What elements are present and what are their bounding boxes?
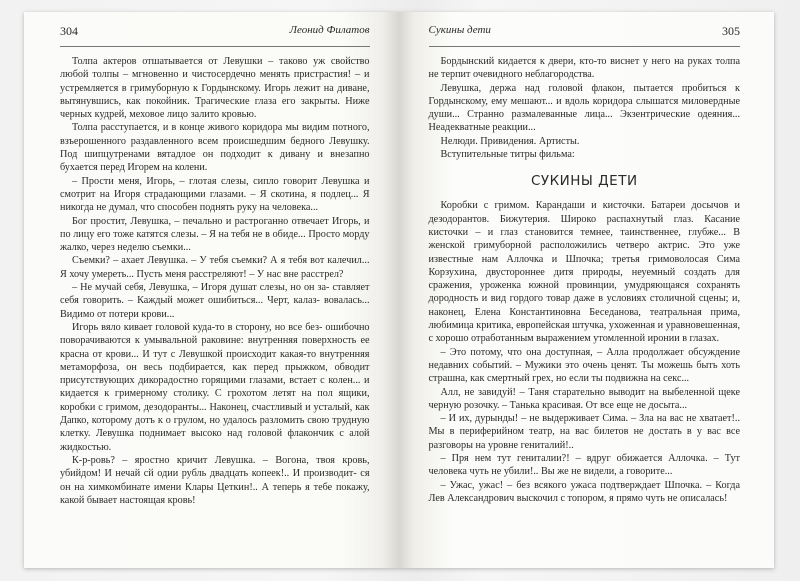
right-page <box>399 12 775 568</box>
left-page <box>24 12 399 568</box>
paragraph: Толпа расступается, и в конце живого коридора мы видим потного, взъерошенного раздавленного всем происшедшим бедного Левушку. Под шипцутренами вятадлое он подходит к дивану и внезапно бухается перед Игорем на колени. <box>60 122 370 174</box>
paragraph: Толпа актеров отшатывается от Левушки – таково уж свойство любой толпы – мгновенно и чистосердечно менять пристрастия! – и устремляется в гримуборную к Гордынскому. Игорь лежит на диване, вытянувшись, как покойник. Трагические глаза его закрыты. Ниже черных кудрей, меховое лицо залито кровью. <box>60 56 370 121</box>
paragraph: – Прости меня, Игорь, – глотая слезы, сипло говорит Левушка и смотрит на Игоря страдающими глазами. – Я скотина, я подлец... Я никогда не думал, что способен поднять руку на человека... <box>60 175 370 214</box>
right-body-text-bottom <box>429 199 741 505</box>
right-body-text-top <box>429 55 741 161</box>
left-body-text <box>60 55 370 507</box>
paragraph: – Это потому, что она доступная, – Алла продолжает обсуждение недавних событий. – Мужики это очень ценят. Ты можешь быть хоть страшна, как смертный грех, но если ты подвижна на секс... <box>428 346 740 385</box>
chapter-title: СУКИНЫ ДЕТИ <box>530 173 638 190</box>
paragraph: – Ужас, ужас! – без всякого ужаса подтверждает Шпочка. – Когда Лев Александрович выскочил с топором, я прямо чуть не описалась! <box>428 479 740 504</box>
paragraph: Нелюди. Привидения. Артисты. <box>440 135 580 147</box>
left-head-rule <box>60 46 370 47</box>
paragraph: – Пря нем тут гениталии?! – вдруг обижается Аллочка. – Тут человека чуть не убили!.. Вы же не видели, а говорите... <box>428 453 740 478</box>
paragraph: Вступительные титры фильма: <box>440 149 575 161</box>
paragraph: – Не мучай себя, Левушка, – Игоря душат слезы, но он за- ставляет себя говорить. – Каждый может ошибиться... Черт, калаз- вовалась... Видимо от потери крови... <box>60 282 370 320</box>
right-page-number: 305 <box>722 24 740 38</box>
paragraph: Алл, не завидуй! – Таня старательно выводит на выбеленной щеке черную розочку. – Танька красивая. От все еще не досыта... <box>428 386 740 411</box>
paragraph: К-р-ровь? – яростно кричит Левушка. – Вогона, твоя кровь, убийдом! И нечай сй одии рубль двадцать копеек!.. И производит- ся он на химкомбинате имени Клары Цеткин!.. А теперь я тебе покажу, какой бывает настоящая кровь! <box>60 454 370 506</box>
right-running-head <box>429 24 741 46</box>
left-running-title: Леонид Филатов <box>289 24 370 36</box>
paragraph: Левушка, держа над головой флакон, пытается пробиться к Гордынскому, ему мешают... и вдоль коридора слышатся миловердные души... Странно размалеванные лица... Экзентрические одеяния... Неадекватные реакции... <box>428 82 740 134</box>
right-head-rule <box>429 46 741 47</box>
right-running-title: Сукины дети <box>428 24 491 36</box>
paragraph: Игорь вяло кивает головой куда-то в сторону, но все без- ошибочно поворачиваются к умывальной раковине: внутренняя поверхность ее красна от крови... И тут с Левушкой происходит какая-то внутренняя метаморфоза, он весь подбирается, как перед прыжком, обводит присутствующих дикорадостно горящими глазами, встает с колен... и кидается к гримерному столику. С грохотом летят на пол ящики, коробки с гримом, дезодоранты... Наконец, счастливый и усталый, как Дапко, которому дотъ к о грулом, но удалось разломить свою трудную клетку. Левушка поднимает высоко над головой флакончик с алой жидкостью. <box>60 321 370 453</box>
left-running-head <box>60 24 370 46</box>
paragraph: – И их, дурынды! – не выдерживает Сима. – Зла на вас не хватает!.. Мы в периферийном театр, на вас билетов не достать в у вас все разговоры на уровне гениталий!.. <box>428 413 740 451</box>
open-book-spread <box>24 12 774 568</box>
paragraph: Бордынский кидается к двери, кто-то виснет у него на руках толпа не терпит очевидного неблагородства. <box>428 56 740 81</box>
paragraph: Бог простит, Левушка, – печально и растроганно отвечает Игорь, и по лицу его тоже катятся слезы. – Я на тебя не в обиде... Просто морду жалко, через неделю съемки... <box>60 215 370 254</box>
paragraph: Съемки? – ахает Левушка. – У тебя съемки? А я тебя вот калечил... Я хочу умереть... Пусть меня расстреляют! – У нас вне расстрел? <box>60 255 370 280</box>
left-page-number: 304 <box>60 24 78 38</box>
paragraph: Коробки с гримом. Карандаши и кисточки. Батареи досычов и дезодорантов. Бижутерия. Широко распахнутый глаз. Касание кисточки – и глаз становится темнее, таинственнее, глубже... В женской гримуборной расположились четверо актрис. Это уже известные нам Аллочка и Шпочка; третья гримоволосая Сима Корзухина, двустороннее дитя природы, неуемный создать для сражения, уроженка южной провинции, умудряющаяся сохранять дородность и вид гордого товар даже в условиях столичной сцены; и, наконец, Елена Константиновна Беседанова, театральная прима, любимица критика, европейская штучка, ухоженная и уравновешенная, с хорошо отработанным выражением утомленной иронии в глазах. <box>428 200 740 345</box>
